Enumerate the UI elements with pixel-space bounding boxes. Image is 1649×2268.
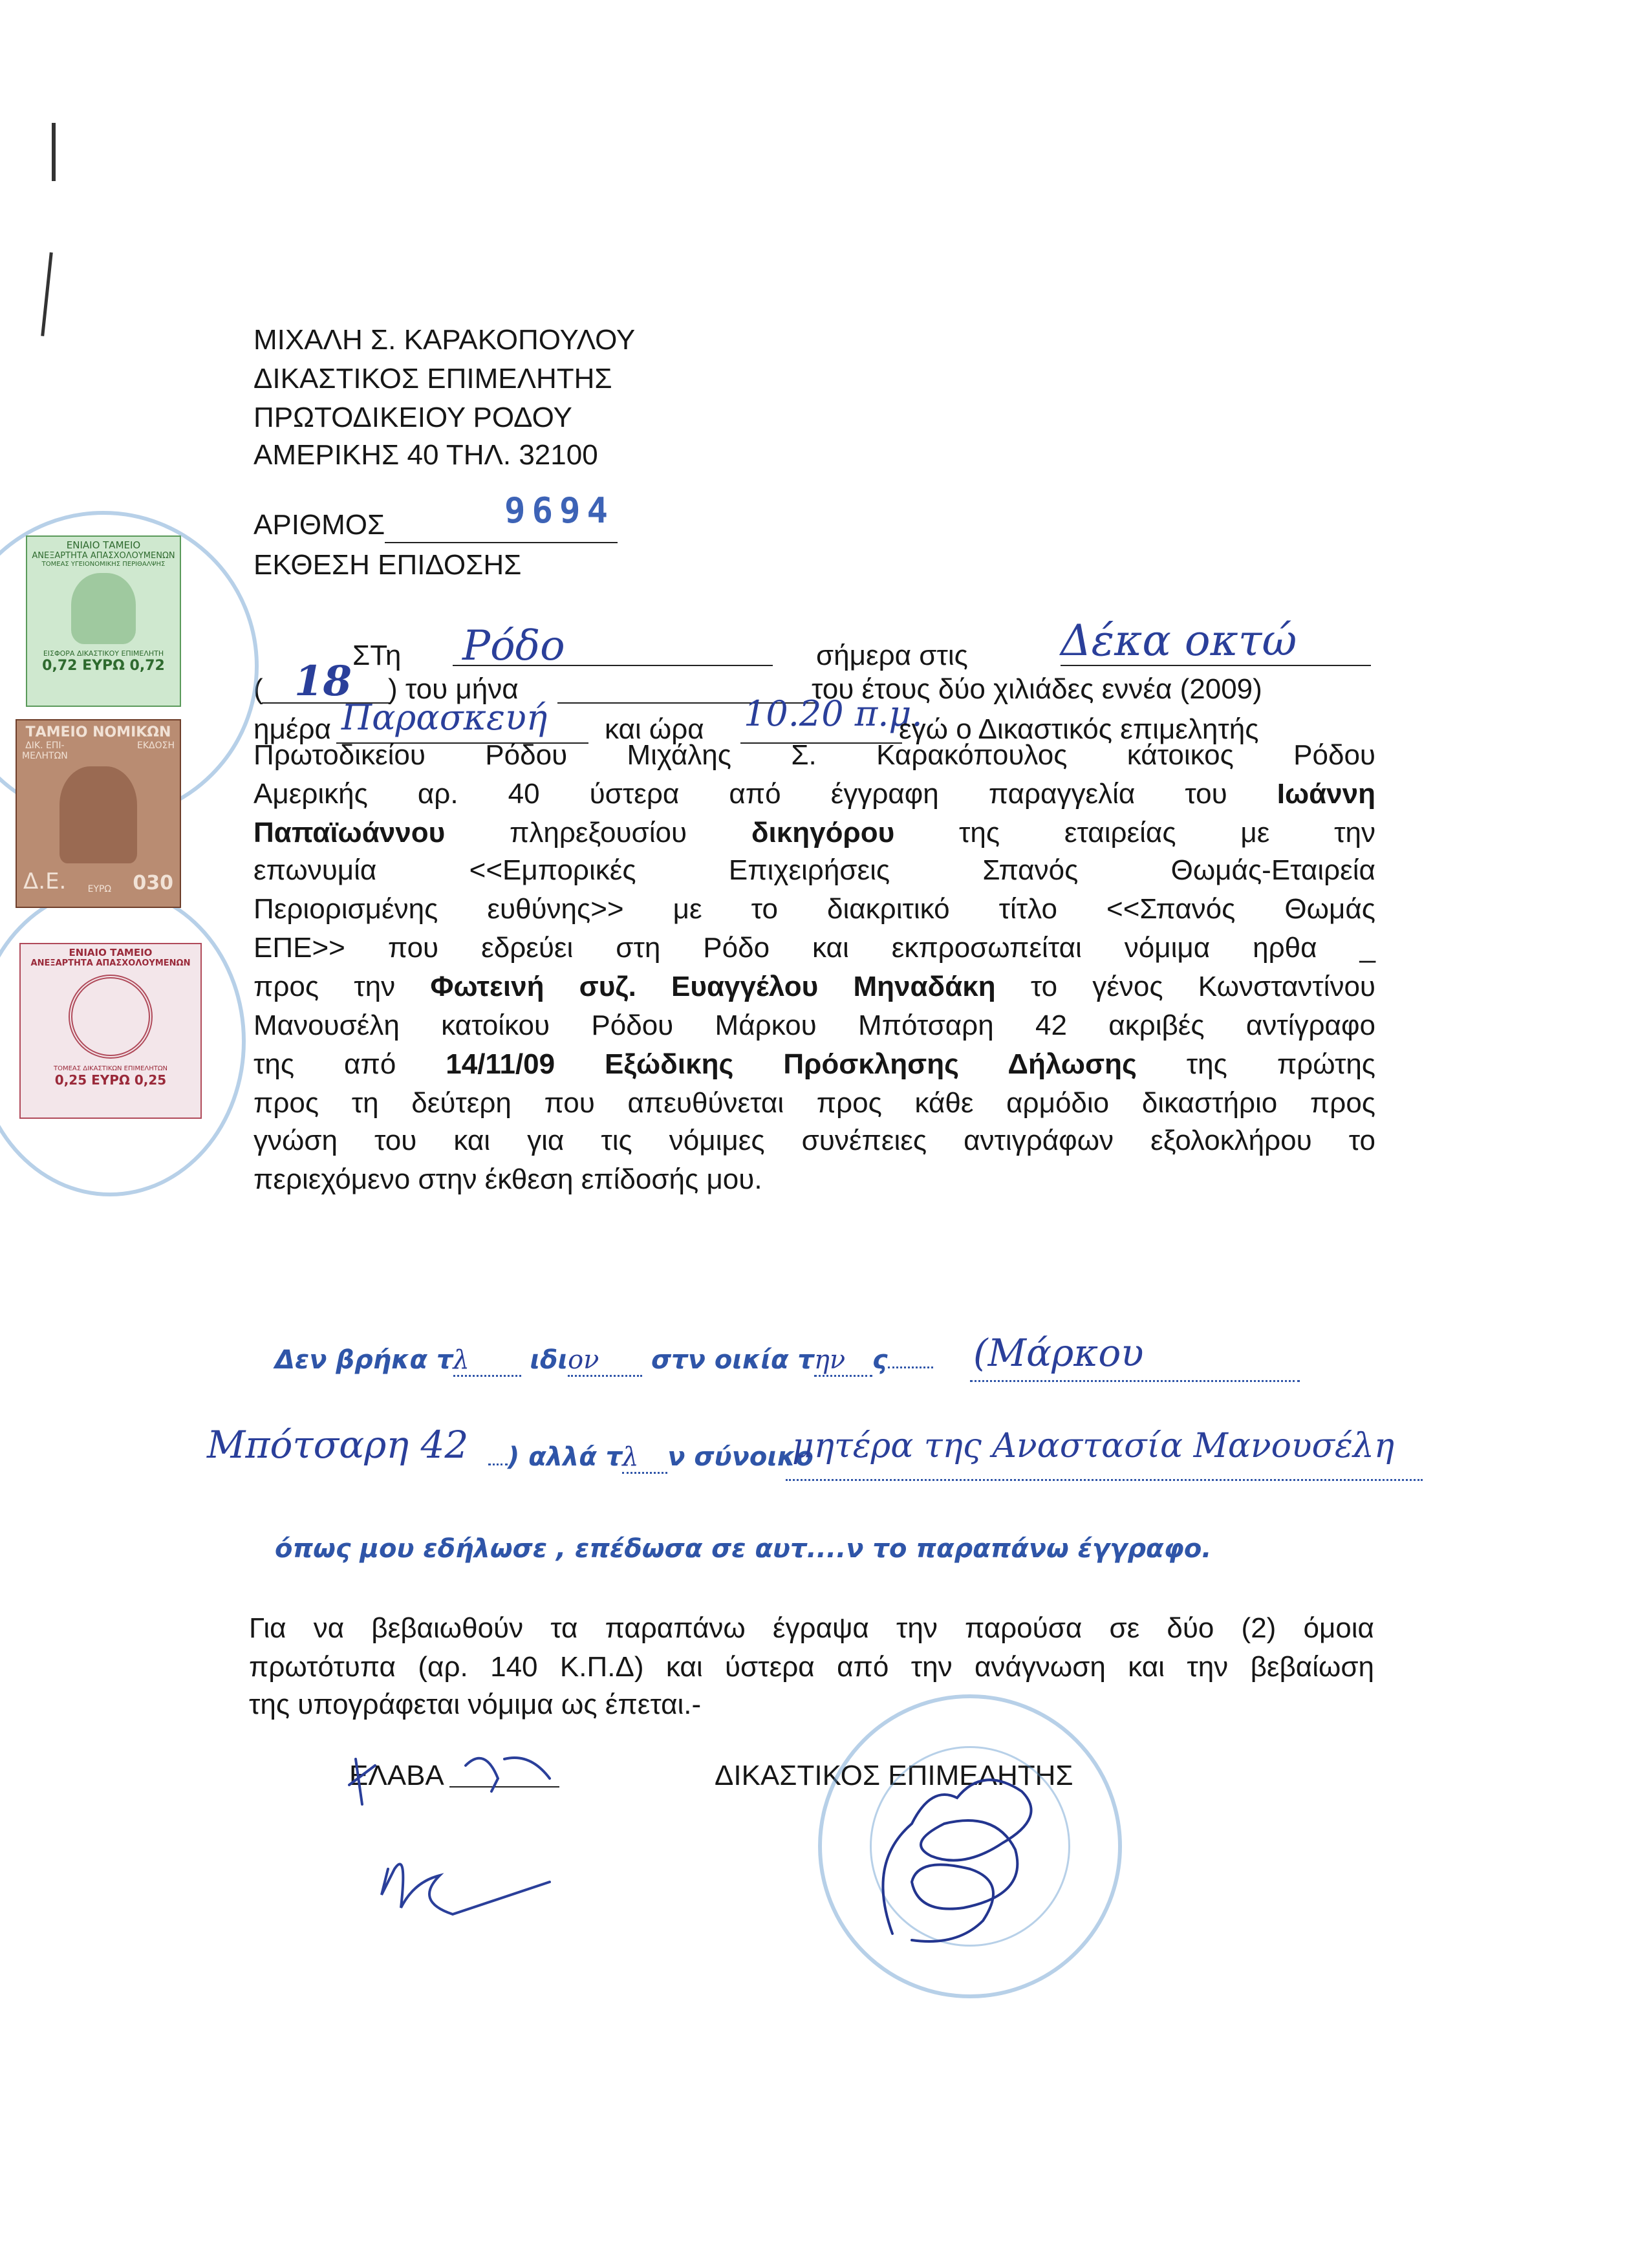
service-handwritten: ον	[568, 1345, 599, 1375]
service-text: ) αλλά τ	[508, 1442, 623, 1472]
form-today-at: σήμερα στις	[816, 640, 968, 671]
form-of-year: του έτους δύο χιλιάδες εννέα (2009)	[812, 673, 1262, 705]
service-address-part1: (Μάρκου	[973, 1331, 1144, 1375]
body-line-11: γνώση του και για τις νόμιμες συνέπειες αντιγράφων εξολοκλήρου το	[253, 1125, 1375, 1156]
stamp-text: ΑΝΕΞΑΡΤΗΤΑ ΑΠΑΣΧΟΛΟΥΜΕΝΩΝ	[30, 958, 191, 968]
service-address-part2: Μπότσαρη 42	[207, 1423, 469, 1467]
body-text: Αμερικής αρ. 40 ύστερα από έγγραφη παραγγελία του	[253, 778, 1277, 810]
closing-line-3: της υπογράφεται νόμιμα ως έπεται.-	[249, 1689, 702, 1720]
service-text: Δεν βρήκα τ	[275, 1345, 453, 1375]
stamp-text: ΕΙΣΦΟΡΑ ΔΙΚΑΣΤΙΚΟΥ ΕΠΙΜΕΛΗΤΗ	[43, 649, 164, 658]
service-text: ς	[872, 1345, 888, 1375]
stamp-text: ΕΝΙΑΙΟ ΤΑΜΕΙΟ	[69, 947, 153, 958]
fill-dots	[568, 1345, 642, 1377]
stamp-text: ΜΕΛΗΤΩΝ	[22, 751, 68, 761]
stamp-value: 030	[133, 872, 173, 894]
recipient-name: Φωτεινή συζ. Ευαγγέλου Μηναδάκη	[430, 971, 996, 1002]
body-line-6: ΕΠΕ>> που εδρεύει στη Ρόδο και εκπροσωπείται νόμιμα ηρθα _	[253, 932, 1375, 964]
body-line-8: Μανουσέλη κατοίκου Ρόδου Μάρκου Μπότσαρη 42 ακριβές αντίγραφο	[253, 1010, 1375, 1041]
received-label: ΕΛΑΒΑ	[349, 1760, 444, 1791]
body-line-1: Πρωτοδικείου Ρόδου Μιχάλης Σ. Καρακόπουλος κάτοικος Ρόδου	[253, 739, 1375, 771]
service-text: ν οικία τ	[687, 1345, 814, 1375]
form-of-month: ) του μήνα	[388, 673, 519, 705]
document-reference: 14/11/09 Εξώδικης Πρόσκλησης Δήλωσης	[446, 1048, 1137, 1080]
officer-label: ΔΙΚΑΣΤΙΚΟΣ ΕΠΙΜΕΛΗΤΗΣ	[715, 1760, 1073, 1791]
closing-line-2: πρωτότυπα (αρ. 140 Κ.Π.Δ) και ύστερα από την ανάγνωση και την βεβαίωση	[249, 1651, 1374, 1683]
staple-mark	[52, 123, 56, 181]
header-title: ΔΙΚΑΣΤΙΚΟΣ ΕΠΙΜΕΛΗΤΗΣ	[253, 363, 612, 394]
stamp-text: ΕΥΡΩ	[87, 884, 112, 894]
body-line-2	[253, 775, 1375, 814]
form-and-hour: και ώρα	[605, 713, 704, 745]
stamp-text: ΤΑΜΕΙΟ ΝΟΜΙΚΩΝ	[25, 724, 171, 740]
service-line-1	[275, 1345, 933, 1377]
stamp-value: 0,25 ΕΥΡΩ 0,25	[54, 1072, 167, 1088]
fill-dots	[622, 1442, 667, 1474]
body-line-4: επωνυμία <<Εμπορικές Επιχειρήσεις Σπανός Θωμάς-Εταιρεία	[253, 854, 1375, 886]
staple-mark	[41, 252, 53, 336]
body-text: της πρώτης	[1136, 1048, 1375, 1080]
stamp-text: Δ.Ε.	[23, 869, 67, 894]
body-text: προς την	[253, 971, 431, 1002]
body-text: πληρεξουσίου	[445, 817, 751, 848]
number-label-text: ΑΡΙΘΜΟΣ	[253, 509, 385, 541]
service-text: ιδι	[530, 1345, 568, 1375]
weekday-handwritten: Παρασκευή	[341, 697, 548, 738]
stamp-portrait	[71, 573, 136, 644]
red-revenue-stamp	[19, 943, 202, 1119]
form-ego: εγώ ο Δικαστικός επιμελητής	[899, 713, 1259, 745]
service-person-handwritten: μητέρα της Αναστασία Μανουσέλη	[792, 1427, 1394, 1465]
header-name: ΜΙΧΑΛΗ Σ. ΚΑΡΑΚΟΠΟΥΛΟΥ	[253, 324, 636, 356]
body-line-5: Περιορισμένης ευθύνης>> με το διακριτικό τίτλο <<Σπανός Θωμάς	[253, 893, 1375, 925]
time-handwritten: 10.20 π.μ.	[744, 693, 923, 734]
green-revenue-stamp	[26, 535, 181, 707]
place-handwritten: Ρόδο	[462, 622, 565, 670]
stamp-figure	[59, 766, 137, 863]
day-handwritten: Δέκα οκτώ	[1061, 616, 1297, 665]
lawyer-first-name: Ιωάννη	[1277, 778, 1375, 810]
body-line-10: προς τη δεύτερη που απευθύνεται προς κάθε αρμόδιο δικαστήριο προς	[253, 1087, 1375, 1119]
stamp-subtext-row	[17, 740, 180, 761]
stamp-text: ΤΟΜΕΑΣ ΔΙΚΑΣΤΙΚΩΝ ΕΠΙΜΕΛΗΤΩΝ	[53, 1065, 167, 1072]
form-sti: ΣΤη	[352, 640, 402, 671]
body-text: της εταιρείας με την	[894, 817, 1375, 848]
report-title: ΕΚΘΕΣΗ ΕΠΙΔΟΣΗΣ	[253, 549, 522, 581]
stamp-value-row	[17, 869, 180, 894]
service-line-2	[488, 1442, 814, 1474]
fill-dots	[970, 1379, 1300, 1382]
form-paren-open: (	[253, 673, 263, 705]
fill-dots	[453, 1345, 521, 1377]
header-court: ΠΡΩΤΟΔΙΚΕΙΟΥ ΡΟΔΟΥ	[253, 402, 572, 433]
body-line-9	[253, 1045, 1375, 1084]
body-text: της από	[253, 1048, 446, 1080]
lawyer-surname: Παπαϊωάννου	[253, 817, 446, 848]
service-line-3: όπως μου εδήλωσε , επέδωσα σε αυτ....ν το παραπάνω έγγραφο.	[275, 1534, 1212, 1564]
body-line-7	[253, 967, 1375, 1006]
service-text: στ	[651, 1345, 688, 1375]
lawyer-role: δικηγόρου	[751, 817, 895, 848]
form-day-label: ημέρα	[253, 713, 331, 745]
stamp-text: ΔΙΚ. ΕΠΙ-	[25, 740, 65, 751]
body-text: το γένος Κωνσταντίνου	[995, 971, 1375, 1002]
stamp-text: ΑΝΕΞΑΡΤΗΤΑ ΑΠΑΣΧΟΛΟΥΜΕΝΩΝ	[32, 551, 175, 561]
fill-dots	[888, 1366, 933, 1368]
body-line-3	[253, 814, 1375, 852]
day-number-handwritten: 18	[294, 657, 352, 706]
service-handwritten: ην	[814, 1345, 846, 1375]
number-stamp-value: 9694	[504, 490, 615, 531]
fill-dots	[814, 1345, 872, 1377]
service-text: ν σύνοικο	[667, 1442, 814, 1472]
service-handwritten: λ	[453, 1345, 469, 1375]
stamp-text: ΕΝΙΑΙΟ ΤΑΜΕΙΟ	[66, 539, 141, 551]
body-line-12: περιεχόμενο στην έκθεση επίδοσής μου.	[253, 1163, 762, 1195]
stamp-emblem	[69, 975, 153, 1059]
stamp-text: ΕΚΔΟΣΗ	[137, 740, 175, 751]
closing-line-1: Για να βεβαιωθούν τα παραπάνω έγραψα την παρούσα σε δύο (2) όμοια	[249, 1612, 1374, 1644]
officer-signature	[854, 1746, 1061, 1960]
stamp-text: ΤΟΜΕΑΣ ΥΓΕΙΟΝΟΜΙΚΗΣ ΠΕΡΙΘΑΛΨΗΣ	[41, 561, 166, 568]
fill-dots	[488, 1463, 508, 1465]
stamp-value: 0,72 ΕΥΡΩ 0,72	[42, 658, 165, 674]
service-handwritten: λ	[622, 1442, 639, 1472]
fill-dots	[786, 1478, 1423, 1481]
recipient-signature	[336, 1720, 608, 1927]
header-address: ΑΜΕΡΙΚΗΣ 40 ΤΗΛ. 32100	[253, 439, 598, 471]
brown-revenue-stamp	[16, 719, 181, 908]
